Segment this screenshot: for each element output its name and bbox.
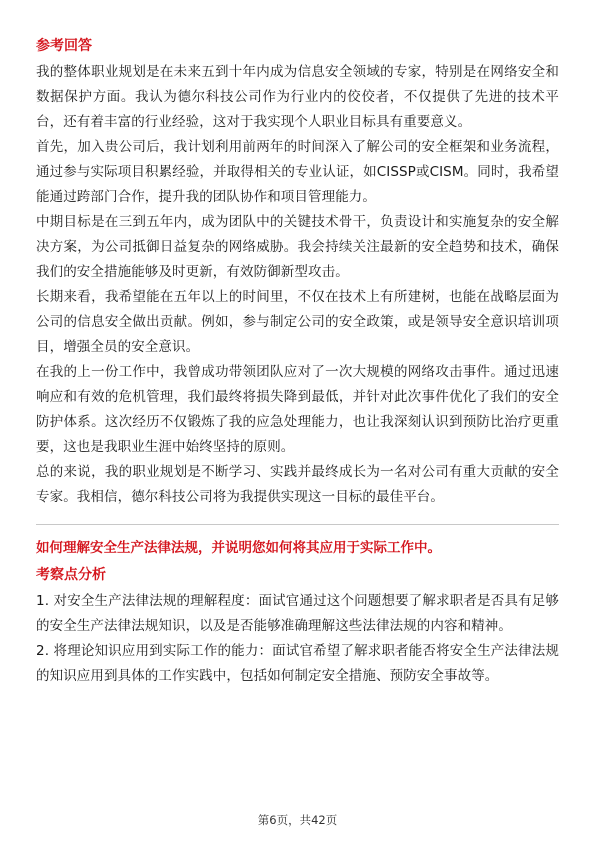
answer-paragraph: 首先，加入贵公司后，我计划利用前两年的时间深入了解公司的安全框架和业务流程，通过参与实际项目积累经验，并取得相关的专业认证，如CISSP或CISM。同时，我希望能通过跨部门合作，提升我的团队协作和项目管理能力。: [36, 139, 559, 205]
answer-paragraph: 总的来说，我的职业规划是不断学习、实践并最终成长为一名对公司有重大贡献的安全专家。我相信，德尔科技公司将为我提供实现这一目标的最佳平台。: [36, 464, 559, 505]
question-title: 如何理解安全生产法律法规，并说明您如何将其应用于实际工作中。: [36, 540, 441, 556]
answer-paragraph: 长期来看，我希望能在五年以上的时间里，不仅在技术上有所建树，也能在战略层面为公司的信息安全做出贡献。例如，参与制定公司的安全政策，或是领导安全意识培训项目，增强全员的安全意识。: [36, 289, 559, 355]
answer-heading: 参考回答: [36, 38, 92, 54]
answer-paragraph: 在我的上一份工作中，我曾成功带领团队应对了一次大规模的网络攻击事件。通过迅速响应和有效的危机管理，我们最终将损失降到最低，并针对此次事件优化了我们的安全防护体系。这次经历不仅锻炼了我的应急处理能力，也让我深刻认识到预防比治疗更重要，这也是我职业生涯中始终坚持的原则。: [36, 364, 559, 455]
answer-paragraph: 中期目标是在三到五年内，成为团队中的关键技术骨干，负责设计和实施复杂的安全解决方案，为公司抵御日益复杂的网络威胁。我会持续关注最新的安全趋势和技术，确保我们的安全措施能够及时更新，有效防御新型攻击。: [36, 214, 559, 280]
analysis-item: 2. 将理论知识应用到实际工作的能力：面试官希望了解求职者能否将安全生产法律法规的知识应用到具体的工作实践中，包括如何制定安全措施、预防安全事故等。: [36, 643, 559, 684]
section-divider: [36, 524, 559, 525]
analysis-item: 1. 对安全生产法律法规的理解程度：面试官通过这个问题想要了解求职者是否具有足够的安全生产法律法规知识，以及是否能够准确理解这些法律法规的内容和精神。: [36, 593, 559, 634]
analysis-heading: 考察点分析: [36, 567, 106, 583]
page-number: 第6页，共42页: [257, 813, 338, 827]
page-content: [36, 36, 559, 689]
answer-paragraph: 我的整体职业规划是在未来五到十年内成为信息安全领域的专家，特别是在网络安全和数据保护方面。我认为德尔科技公司作为行业内的佼佼者，不仅提供了先进的技术平台，还有着丰富的行业经验，这对于我实现个人职业目标具有重要意义。: [36, 64, 559, 130]
